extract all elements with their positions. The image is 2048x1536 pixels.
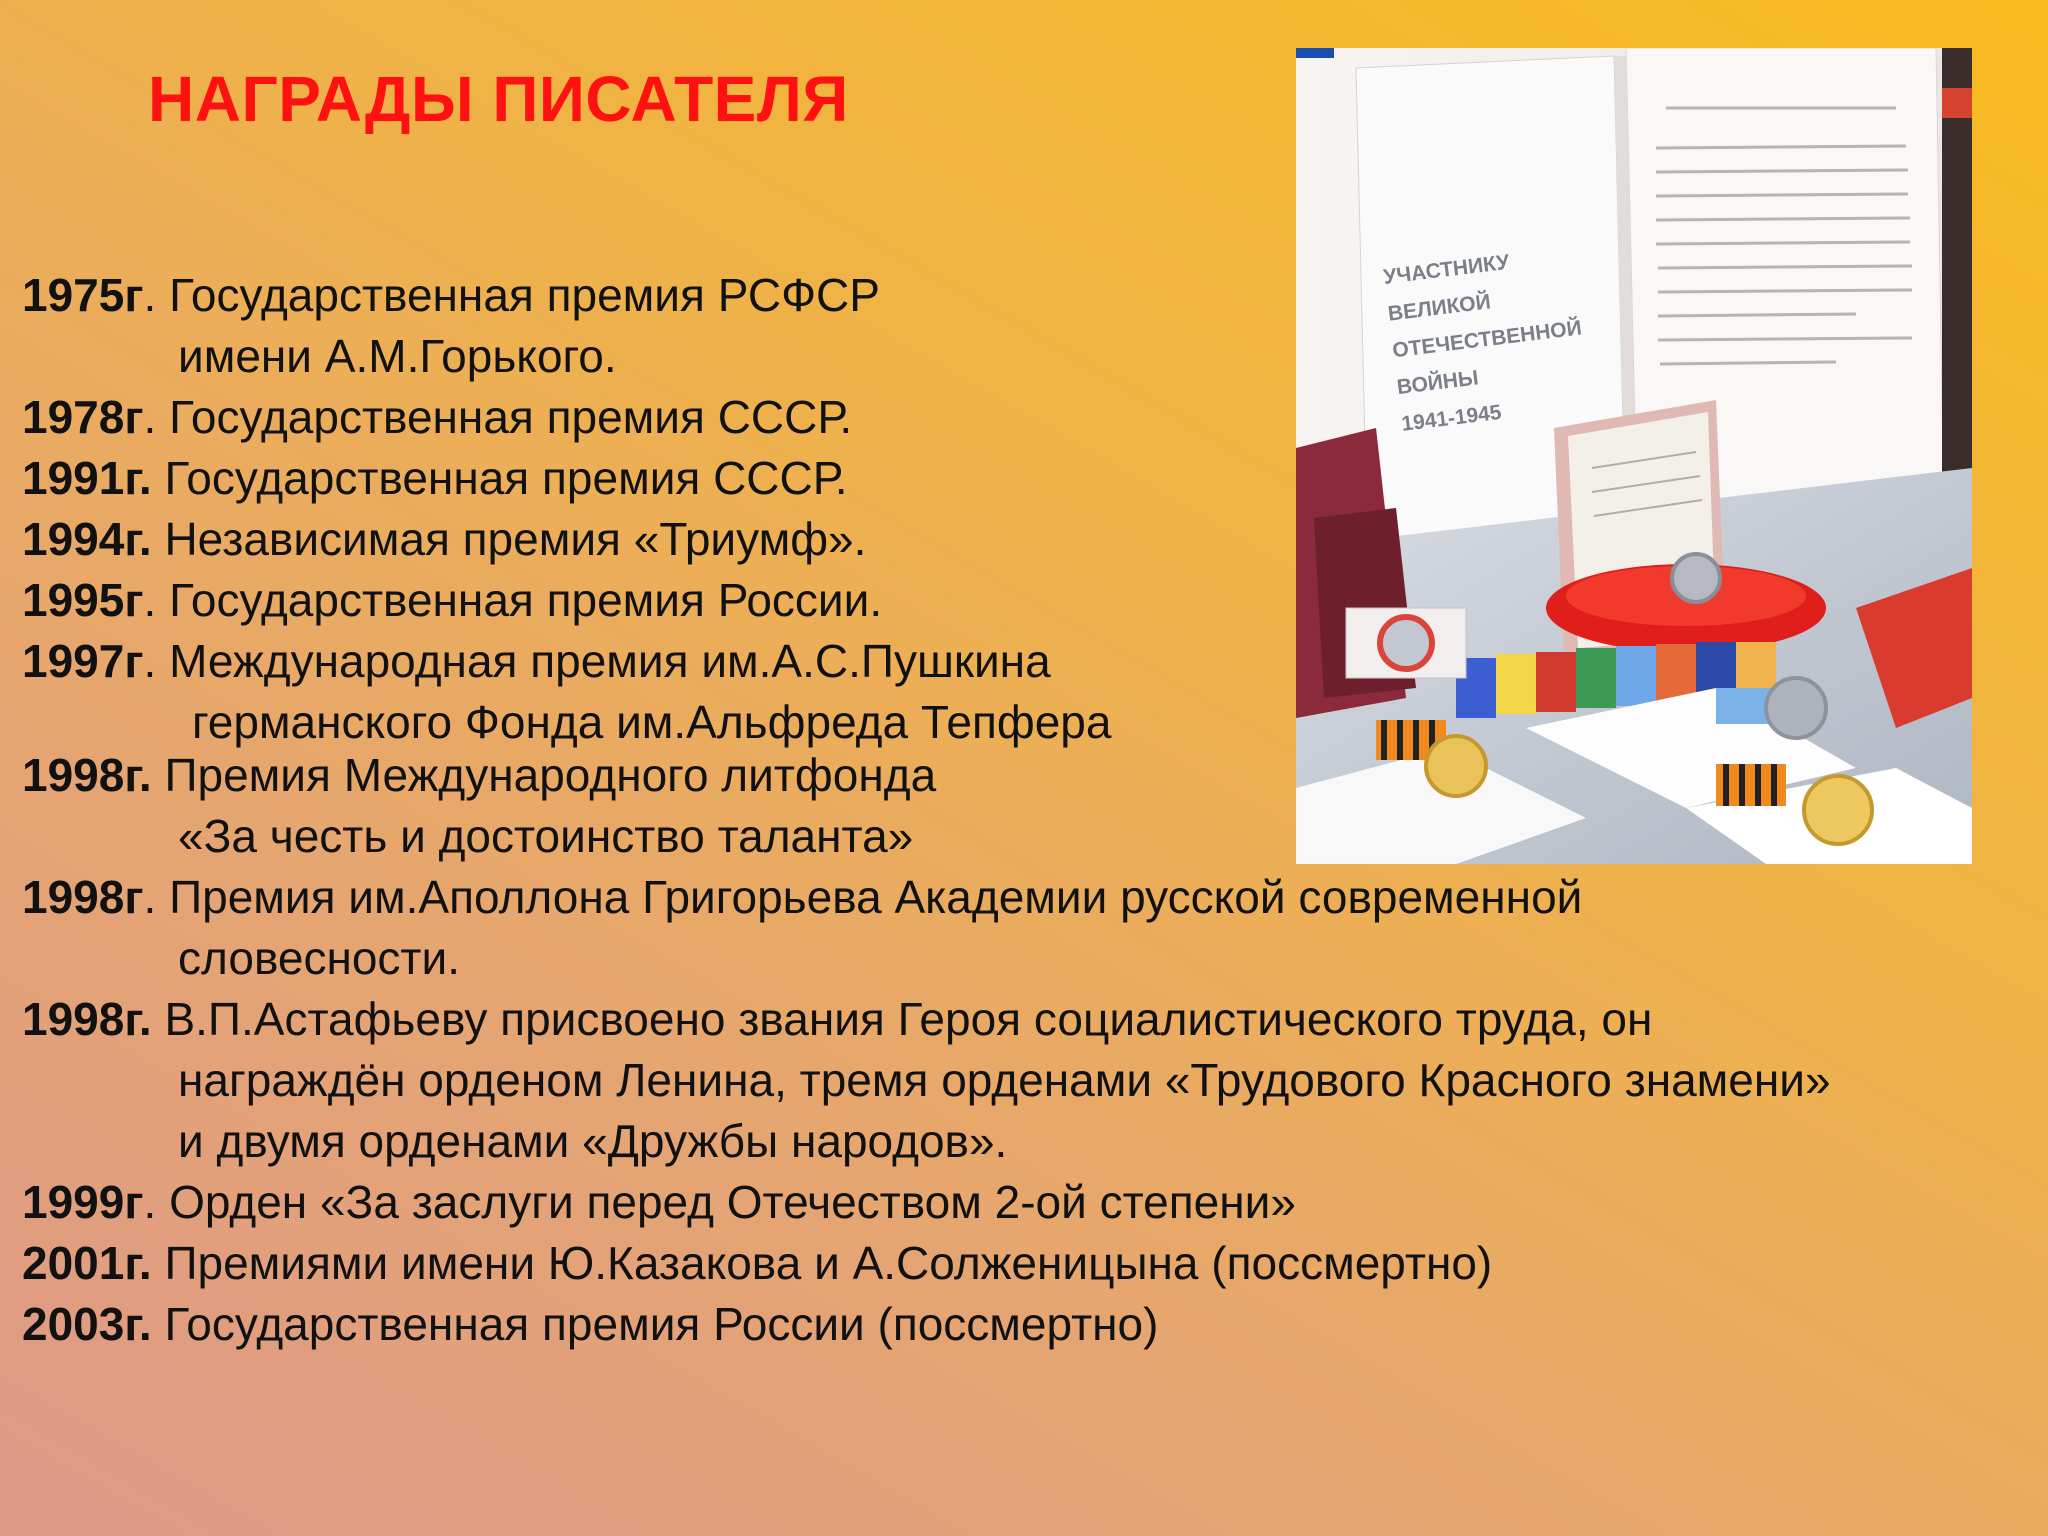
award-text: Орден «За заслуги перед Отечеством 2-ой степени»: [169, 1176, 1296, 1228]
svg-text:ВОЙНЫ: ВОЙНЫ: [1395, 366, 1480, 400]
award-text: Международная премия им.А.С.Пушкина: [169, 635, 1051, 687]
award-item: [22, 265, 2032, 387]
award-year: 1999г: [22, 1176, 144, 1228]
award-year: 1991г.: [22, 452, 152, 504]
award-text: Премия Международного литфонда: [164, 749, 937, 801]
awards-list: [22, 265, 2032, 1355]
award-item: [22, 631, 2032, 753]
award-text: Государственная премия СССР.: [164, 452, 848, 504]
award-text-continued: германского Фонда им.Альфреда Тепфера: [192, 696, 1112, 748]
award-year: 1995г: [22, 574, 144, 626]
award-text-continued: имени А.М.Горького.: [178, 330, 617, 382]
award-separator: [152, 1298, 165, 1350]
award-separator: [152, 749, 165, 801]
award-separator: .: [143, 1176, 170, 1228]
award-item: [22, 387, 2032, 448]
award-item: [22, 867, 2032, 989]
award-text: Государственная премия СССР.: [169, 391, 853, 443]
award-year: 1998г.: [22, 993, 152, 1045]
award-item: [22, 509, 2032, 570]
svg-text:УЧАСТНИКУ: УЧАСТНИКУ: [1382, 250, 1511, 289]
award-year: 1994г.: [22, 513, 152, 565]
award-separator: [152, 513, 165, 565]
award-text: Государственная премия России.: [169, 574, 883, 626]
award-item: [22, 1294, 2032, 1355]
award-item: [22, 1172, 2032, 1233]
award-text: Государственная премия РСФСР: [169, 269, 880, 321]
svg-text:ВЕЛИКОЙ: ВЕЛИКОЙ: [1386, 290, 1492, 326]
award-text: Премия им.Аполлона Григорьева Академии русской современной: [169, 871, 1583, 923]
svg-text:ОТЕЧЕСТВЕННОЙ: ОТЕЧЕСТВЕННОЙ: [1391, 316, 1583, 363]
award-separator: [152, 993, 165, 1045]
award-text: Премиями имени Ю.Казакова и А.Солженицына (поссмертно): [164, 1237, 1493, 1289]
svg-text:1941-1945: 1941-1945: [1400, 400, 1503, 436]
slide-title: НАГРАДЫ ПИСАТЕЛЯ: [148, 63, 849, 135]
award-item: [22, 989, 2032, 1172]
award-separator: .: [143, 391, 170, 443]
award-item: [22, 448, 2032, 509]
award-separator: [152, 452, 165, 504]
award-item: [22, 570, 2032, 631]
award-item: [22, 745, 2032, 867]
award-separator: .: [143, 269, 170, 321]
award-separator: .: [143, 574, 170, 626]
award-year: 1978г: [22, 391, 144, 443]
award-year: 2003г.: [22, 1298, 152, 1350]
award-text: Государственная премия России (поссмертно): [164, 1298, 1159, 1350]
award-separator: .: [143, 871, 170, 923]
award-year: 1997г: [22, 635, 144, 687]
award-text: В.П.Астафьеву присвоено звания Героя социалистического труда, он: [164, 993, 1653, 1045]
award-separator: .: [143, 635, 170, 687]
award-text-continued: «За честь и достоинство таланта»: [178, 810, 914, 862]
award-separator: [152, 1237, 165, 1289]
award-item: [22, 1233, 2032, 1294]
award-year: 1998г.: [22, 749, 152, 801]
award-text: Независимая премия «Триумф».: [164, 513, 867, 565]
award-year: 1975г: [22, 269, 144, 321]
award-text-continued: и двумя орденами «Дружбы народов».: [178, 1115, 1008, 1167]
award-text-continued: словесности.: [178, 932, 460, 984]
award-year: 2001г.: [22, 1237, 152, 1289]
award-text-continued: награждён орденом Ленина, тремя орденами «Трудового Красного знамени»: [178, 1054, 1831, 1106]
award-year: 1998г: [22, 871, 144, 923]
